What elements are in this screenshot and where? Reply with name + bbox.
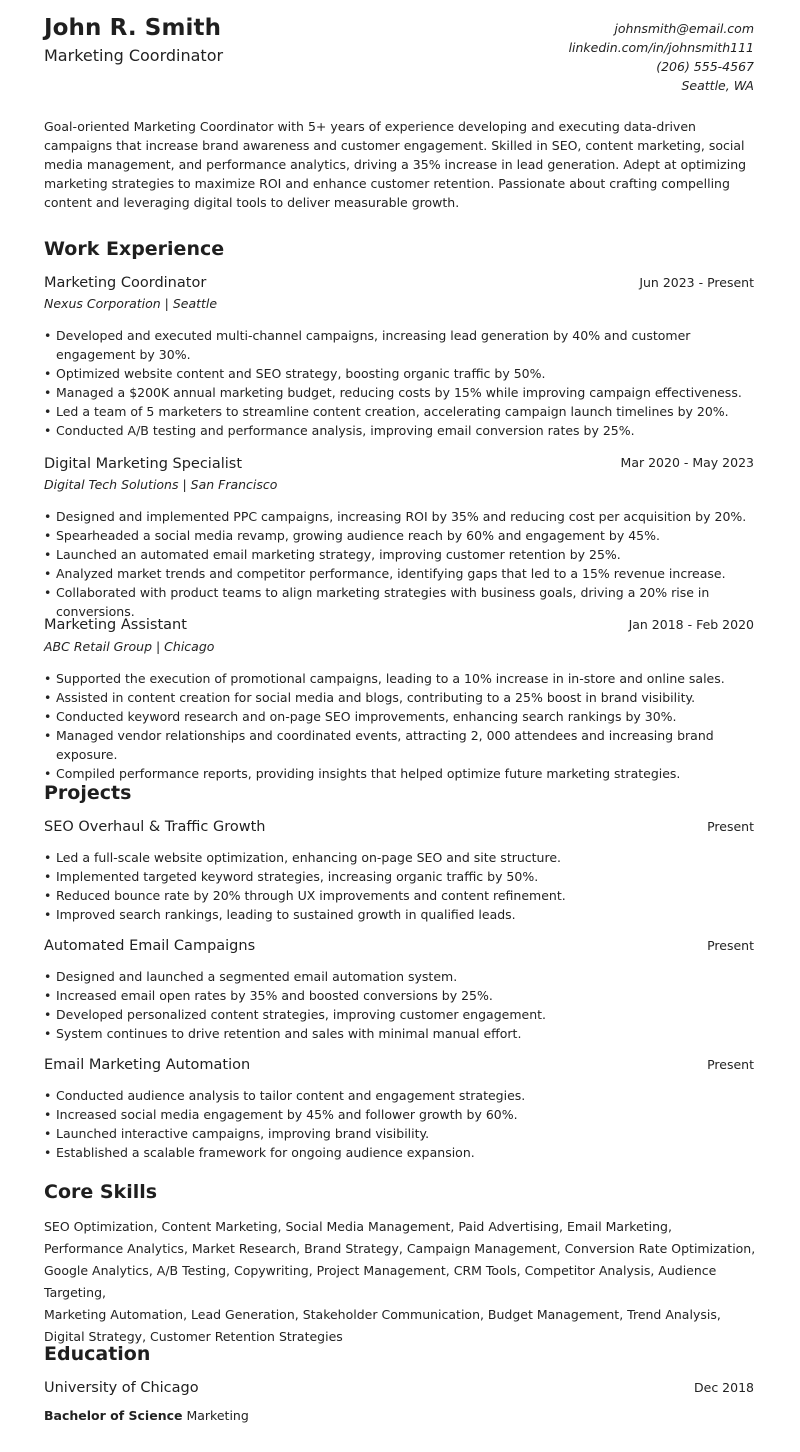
skills-line: Marketing Automation, Lead Generation, Stakeholder Communication, Budget Management, Trend Analysis, <box>44 1307 721 1322</box>
job-dates: Mar 2020 - May 2023 <box>620 455 754 470</box>
job-title: Marketing Assistant <box>44 617 187 633</box>
section-title-education: Education <box>44 1343 151 1365</box>
resume-header <box>44 0 754 110</box>
list-item: • Collaborated with product teams to align marketing strategies with business goals, driving a 20% rise in conversions. <box>44 583 756 621</box>
contact-phone: (206) 555-4567 <box>656 59 754 74</box>
job-dates: Jan 2018 - Feb 2020 <box>628 617 754 632</box>
project-bullets <box>44 1086 756 1162</box>
job-title: Digital Marketing Specialist <box>44 456 243 472</box>
list-item: • Led a team of 5 marketers to streamline content creation, accelerating campaign launch timelines by 20%. <box>44 402 756 421</box>
education-dates: Dec 2018 <box>694 1380 754 1395</box>
job-bullets <box>44 507 756 621</box>
skills-line: Digital Strategy, Customer Retention Strategies <box>44 1329 343 1344</box>
school-name: University of Chicago <box>44 1380 199 1396</box>
project-bullets <box>44 967 756 1043</box>
degree-field: Marketing <box>186 1408 249 1423</box>
project-bullets <box>44 848 756 924</box>
candidate-role: Marketing Coordinator <box>44 46 224 65</box>
project-title: Automated Email Campaigns <box>44 938 256 954</box>
skills-line: SEO Optimization, Content Marketing, Social Media Management, Paid Advertising, Email Marketing, <box>44 1219 672 1234</box>
list-item: • Analyzed market trends and competitor performance, identifying gaps that led to a 15% revenue increase. <box>44 564 756 583</box>
project-dates: Present <box>707 1057 754 1072</box>
list-item: • Managed vendor relationships and coordinated events, attracting 2, 000 attendees and increasing brand exposure. <box>44 726 756 764</box>
list-item: • Supported the execution of promotional campaigns, leading to a 10% increase in in-store and online sales. <box>44 669 756 688</box>
job-company: Nexus Corporation | Seattle <box>44 296 218 311</box>
list-item: • Conducted A/B testing and performance analysis, improving email conversion rates by 25%. <box>44 421 756 440</box>
job-company: ABC Retail Group | Chicago <box>44 639 215 654</box>
contact-block <box>569 19 754 95</box>
section-title-projects: Projects <box>44 782 132 804</box>
degree-name: Bachelor of Science <box>44 1408 183 1423</box>
list-item: • Increased social media engagement by 45% and follower growth by 60%. <box>44 1105 756 1124</box>
list-item: • Assisted in content creation for social media and blogs, contributing to a 25% boost in brand visibility. <box>44 688 756 707</box>
list-item: • Designed and implemented PPC campaigns, increasing ROI by 35% and reducing cost per acquisition by 20%. <box>44 507 756 526</box>
job-company: Digital Tech Solutions | San Francisco <box>44 477 278 492</box>
list-item: • Reduced bounce rate by 20% through UX improvements and content refinement. <box>44 886 756 905</box>
list-item: • Optimized website content and SEO strategy, boosting organic traffic by 50%. <box>44 364 756 383</box>
degree-line <box>44 1408 249 1423</box>
job-title: Marketing Coordinator <box>44 275 207 291</box>
skills-list <box>44 1216 756 1348</box>
job-bullets <box>44 669 756 783</box>
list-item: • Implemented targeted keyword strategies, increasing organic traffic by 50%. <box>44 867 756 886</box>
list-item: • Developed personalized content strategies, improving customer engagement. <box>44 1005 756 1024</box>
resume-page <box>44 0 756 1423</box>
project-dates: Present <box>707 938 754 953</box>
list-item: • Increased email open rates by 35% and boosted conversions by 25%. <box>44 986 756 1005</box>
list-item: • Developed and executed multi-channel campaigns, increasing lead generation by 40% and customer engagement by 30%. <box>44 326 756 364</box>
list-item: • Designed and launched a segmented email automation system. <box>44 967 756 986</box>
list-item: • Managed a $200K annual marketing budget, reducing costs by 15% while improving campaign effectiveness. <box>44 383 756 402</box>
list-item: • Launched an automated email marketing strategy, improving customer retention by 25%. <box>44 545 756 564</box>
project-title: Email Marketing Automation <box>44 1057 251 1073</box>
skills-line: Google Analytics, A/B Testing, Copywriting, Project Management, CRM Tools, Competitor Analysis, Audience Targeting, <box>44 1263 717 1300</box>
list-item: • Launched interactive campaigns, improving brand visibility. <box>44 1124 756 1143</box>
contact-linkedin[interactable]: linkedin.com/in/johnsmith111 <box>568 40 754 55</box>
candidate-name: John R. Smith <box>44 15 222 41</box>
list-item: • Conducted keyword research and on-page SEO improvements, enhancing search rankings by 30%. <box>44 707 756 726</box>
section-title-skills: Core Skills <box>44 1181 158 1203</box>
list-item: • Improved search rankings, leading to sustained growth in qualified leads. <box>44 905 756 924</box>
list-item: • Spearheaded a social media revamp, growing audience reach by 60% and engagement by 45%. <box>44 526 756 545</box>
contact-email[interactable]: johnsmith@email.com <box>614 21 754 36</box>
list-item: • Led a full-scale website optimization, enhancing on-page SEO and site structure. <box>44 848 756 867</box>
professional-summary: Goal-oriented Marketing Coordinator with 5+ years of experience developing and executing data-driven campaigns that increase brand awareness and customer engagement. Skilled in SEO, content marketing, social media management, and performance analytics, driving a 35% increase in lead generation. Adept at optimizing marketing strategies to maximize ROI and enhance customer retention. Passionate about crafting compelling content and leveraging digital tools to deliver measurable growth. <box>44 119 747 210</box>
list-item: • Established a scalable framework for ongoing audience expansion. <box>44 1143 756 1162</box>
project-dates: Present <box>707 819 754 834</box>
list-item: • Conducted audience analysis to tailor content and engagement strategies. <box>44 1086 756 1105</box>
list-item: • System continues to drive retention and sales with minimal manual effort. <box>44 1024 756 1043</box>
job-bullets <box>44 326 756 440</box>
job-dates: Jun 2023 - Present <box>639 275 754 290</box>
section-title-work: Work Experience <box>44 238 225 260</box>
project-title: SEO Overhaul & Traffic Growth <box>44 819 266 835</box>
list-item: • Compiled performance reports, providing insights that helped optimize future marketing strategies. <box>44 764 756 783</box>
skills-line: Performance Analytics, Market Research, Brand Strategy, Campaign Management, Conversion Rate Optimization, <box>44 1241 756 1256</box>
contact-location: Seattle, WA <box>681 78 754 93</box>
